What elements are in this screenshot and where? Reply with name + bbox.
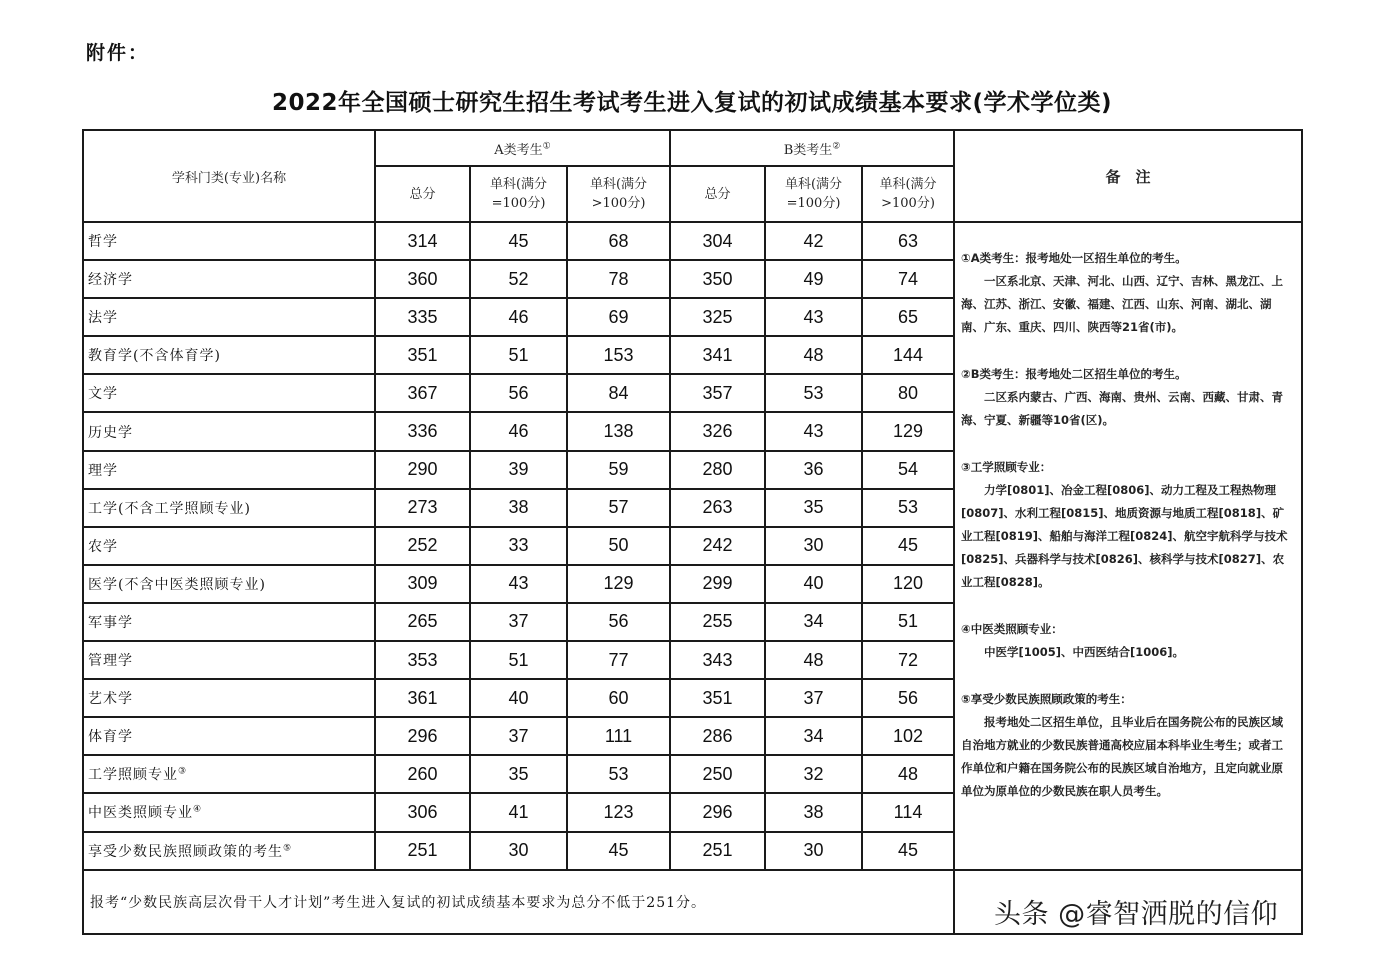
score-cell-a-sgt100: 111 bbox=[567, 717, 670, 755]
subject-name-text: 经济学 bbox=[88, 272, 133, 289]
header-b-single-gt100-line2: >100分) bbox=[881, 196, 935, 211]
score-cell-a-s100: 39 bbox=[470, 451, 567, 489]
score-cell-a-s100: 52 bbox=[470, 260, 567, 298]
subject-name bbox=[83, 222, 375, 260]
score-cell-b-s100: 40 bbox=[765, 565, 862, 603]
note-body: 一区系北京、天津、河北、山西、辽宁、吉林、黑龙江、上海、江苏、浙江、安徽、福建、江西、山东、河南、湖北、湖南、广东、重庆、四川、陕西等21省(市)。 bbox=[961, 274, 1284, 334]
score-cell-a-total: 335 bbox=[375, 298, 470, 336]
note-block bbox=[961, 618, 1293, 664]
score-cell-a-s100: 33 bbox=[470, 527, 567, 565]
score-cell-b-sgt100: 53 bbox=[862, 489, 954, 527]
score-cell-b-s100: 38 bbox=[765, 793, 862, 831]
subject-name bbox=[83, 565, 375, 603]
header-b-single-100-line1: 单科(满分 bbox=[784, 177, 843, 192]
score-cell-b-sgt100: 65 bbox=[862, 298, 954, 336]
page-title: 2022年全国硕士研究生招生考试考生进入复试的初试成绩基本要求(学术学位类) bbox=[271, 90, 1113, 116]
header-group-b-mark: ② bbox=[832, 141, 841, 152]
note-block bbox=[961, 456, 1293, 594]
header-b-single-100-line2: =100分) bbox=[786, 196, 841, 211]
score-cell-a-total: 260 bbox=[375, 755, 470, 793]
score-cell-a-total: 273 bbox=[375, 489, 470, 527]
score-cell-b-sgt100: 144 bbox=[862, 336, 954, 374]
score-cell-b-s100: 49 bbox=[765, 260, 862, 298]
score-cell-a-sgt100: 60 bbox=[567, 679, 670, 717]
score-cell-b-total: 299 bbox=[670, 565, 765, 603]
score-table bbox=[82, 129, 1303, 935]
subject-name bbox=[83, 755, 375, 793]
score-cell-a-s100: 56 bbox=[470, 374, 567, 412]
score-cell-b-sgt100: 51 bbox=[862, 603, 954, 641]
score-cell-b-total: 350 bbox=[670, 260, 765, 298]
header-a-single-100-line2: =100分) bbox=[491, 196, 546, 211]
score-cell-a-total: 367 bbox=[375, 374, 470, 412]
score-cell-b-s100: 43 bbox=[765, 298, 862, 336]
subject-name bbox=[83, 489, 375, 527]
header-a-single-100 bbox=[470, 166, 567, 222]
score-cell-b-total: 296 bbox=[670, 793, 765, 831]
score-cell-a-sgt100: 129 bbox=[567, 565, 670, 603]
notes-cell bbox=[954, 222, 1302, 870]
subject-footnote-mark: ⑤ bbox=[283, 842, 293, 853]
subject-name bbox=[83, 451, 375, 489]
subject-name bbox=[83, 641, 375, 679]
note-heading: ②B类考生：报考地处二区招生单位的考生。 bbox=[961, 367, 1187, 381]
score-cell-b-s100: 48 bbox=[765, 336, 862, 374]
score-cell-b-total: 341 bbox=[670, 336, 765, 374]
score-cell-b-sgt100: 56 bbox=[862, 679, 954, 717]
note-body: 中医学[1005]、中西医结合[1006]。 bbox=[984, 645, 1185, 659]
header-a-single-gt100 bbox=[567, 166, 670, 222]
score-cell-a-total: 361 bbox=[375, 679, 470, 717]
header-group-a-label: A类考生 bbox=[494, 142, 543, 158]
subject-name-text: 理学 bbox=[88, 462, 118, 479]
score-cell-b-s100: 43 bbox=[765, 412, 862, 450]
score-cell-a-total: 290 bbox=[375, 451, 470, 489]
note-block bbox=[961, 363, 1293, 432]
header-b-total: 总分 bbox=[670, 166, 765, 222]
score-cell-a-s100: 37 bbox=[470, 717, 567, 755]
score-cell-b-sgt100: 74 bbox=[862, 260, 954, 298]
footer-note: 报考“少数民族高层次骨干人才计划”考生进入复试的初试成绩基本要求为总分不低于251分。 bbox=[83, 870, 954, 934]
note-heading: ①A类考生：报考地处一区招生单位的考生。 bbox=[961, 251, 1187, 265]
subject-name bbox=[83, 298, 375, 336]
subject-name-text: 哲学 bbox=[88, 234, 118, 251]
score-cell-a-s100: 51 bbox=[470, 336, 567, 374]
score-cell-a-s100: 43 bbox=[470, 565, 567, 603]
header-a-single-100-line1: 单科(满分 bbox=[489, 177, 548, 192]
score-cell-a-sgt100: 78 bbox=[567, 260, 670, 298]
score-cell-b-s100: 36 bbox=[765, 451, 862, 489]
note-body: 二区系内蒙古、广西、海南、贵州、云南、西藏、甘肃、青海、宁夏、新疆等10省(区)。 bbox=[961, 390, 1284, 427]
score-cell-b-sgt100: 114 bbox=[862, 793, 954, 831]
subject-name-text: 医学(不含中医类照顾专业) bbox=[88, 576, 266, 593]
score-cell-b-s100: 35 bbox=[765, 489, 862, 527]
score-cell-a-s100: 46 bbox=[470, 412, 567, 450]
score-cell-b-sgt100: 72 bbox=[862, 641, 954, 679]
score-cell-a-sgt100: 84 bbox=[567, 374, 670, 412]
subject-name bbox=[83, 336, 375, 374]
note-block bbox=[961, 688, 1293, 803]
score-cell-a-sgt100: 153 bbox=[567, 336, 670, 374]
watermark: 头条 @睿智洒脱的信仰 bbox=[994, 899, 1279, 930]
subject-name bbox=[83, 412, 375, 450]
score-table-body bbox=[83, 222, 1302, 934]
score-cell-a-total: 296 bbox=[375, 717, 470, 755]
score-cell-a-s100: 37 bbox=[470, 603, 567, 641]
subject-name-text: 中医类照顾专业 bbox=[88, 805, 193, 822]
subject-name bbox=[83, 603, 375, 641]
score-cell-b-total: 304 bbox=[670, 222, 765, 260]
note-heading: ④中医类照顾专业： bbox=[961, 622, 1063, 636]
score-cell-b-total: 351 bbox=[670, 679, 765, 717]
score-cell-a-sgt100: 138 bbox=[567, 412, 670, 450]
score-cell-b-total: 325 bbox=[670, 298, 765, 336]
score-cell-a-sgt100: 68 bbox=[567, 222, 670, 260]
score-cell-a-s100: 40 bbox=[470, 679, 567, 717]
table-row bbox=[83, 222, 1302, 260]
subject-name-text: 工学照顾专业 bbox=[88, 767, 178, 784]
subject-name bbox=[83, 679, 375, 717]
score-cell-a-sgt100: 56 bbox=[567, 603, 670, 641]
header-a-total: 总分 bbox=[375, 166, 470, 222]
score-cell-b-sgt100: 102 bbox=[862, 717, 954, 755]
score-cell-b-total: 255 bbox=[670, 603, 765, 641]
header-a-single-gt100-line2: >100分) bbox=[591, 196, 646, 211]
score-cell-a-sgt100: 59 bbox=[567, 451, 670, 489]
score-cell-a-s100: 51 bbox=[470, 641, 567, 679]
score-table-container bbox=[82, 129, 1301, 922]
subject-name-text: 工学(不含工学照顾专业) bbox=[88, 500, 251, 517]
score-cell-a-total: 314 bbox=[375, 222, 470, 260]
score-cell-b-sgt100: 63 bbox=[862, 222, 954, 260]
subject-name-text: 军事学 bbox=[88, 614, 133, 631]
note-heading: ③工学照顾专业： bbox=[961, 460, 1052, 474]
score-cell-b-s100: 30 bbox=[765, 527, 862, 565]
subject-name-text: 体育学 bbox=[88, 729, 133, 746]
score-cell-a-total: 336 bbox=[375, 412, 470, 450]
note-heading: ⑤享受少数民族照顾政策的考生： bbox=[961, 692, 1132, 706]
score-cell-b-s100: 34 bbox=[765, 603, 862, 641]
subject-name-text: 文学 bbox=[88, 386, 118, 403]
score-cell-b-total: 242 bbox=[670, 527, 765, 565]
subject-footnote-mark: ③ bbox=[178, 766, 188, 777]
score-cell-b-sgt100: 54 bbox=[862, 451, 954, 489]
subject-name-text: 法学 bbox=[88, 310, 118, 327]
header-group-b bbox=[670, 130, 954, 166]
score-cell-a-total: 251 bbox=[375, 832, 470, 870]
subject-name-text: 农学 bbox=[88, 538, 118, 555]
score-cell-b-sgt100: 48 bbox=[862, 755, 954, 793]
score-cell-b-sgt100: 120 bbox=[862, 565, 954, 603]
score-cell-b-s100: 30 bbox=[765, 832, 862, 870]
subject-name bbox=[83, 527, 375, 565]
header-group-a bbox=[375, 130, 670, 166]
notes-content bbox=[955, 223, 1301, 803]
score-cell-b-total: 343 bbox=[670, 641, 765, 679]
score-cell-b-total: 250 bbox=[670, 755, 765, 793]
score-cell-a-s100: 45 bbox=[470, 222, 567, 260]
score-cell-b-total: 357 bbox=[670, 374, 765, 412]
score-cell-a-sgt100: 77 bbox=[567, 641, 670, 679]
score-cell-a-total: 353 bbox=[375, 641, 470, 679]
header-notes: 备 注 bbox=[954, 130, 1302, 222]
header-b-single-gt100 bbox=[862, 166, 954, 222]
header-b-single-gt100-line1: 单科(满分 bbox=[879, 177, 937, 192]
score-cell-a-sgt100: 50 bbox=[567, 527, 670, 565]
score-cell-a-sgt100: 57 bbox=[567, 489, 670, 527]
score-cell-b-total: 326 bbox=[670, 412, 765, 450]
score-cell-b-sgt100: 45 bbox=[862, 527, 954, 565]
subject-name bbox=[83, 793, 375, 831]
score-cell-b-total: 263 bbox=[670, 489, 765, 527]
score-cell-b-s100: 34 bbox=[765, 717, 862, 755]
score-cell-b-s100: 37 bbox=[765, 679, 862, 717]
score-cell-a-total: 309 bbox=[375, 565, 470, 603]
score-cell-a-total: 306 bbox=[375, 793, 470, 831]
score-cell-a-sgt100: 53 bbox=[567, 755, 670, 793]
subject-footnote-mark: ④ bbox=[193, 804, 203, 815]
header-group-a-mark: ① bbox=[542, 141, 551, 152]
subject-name bbox=[83, 260, 375, 298]
score-cell-a-total: 252 bbox=[375, 527, 470, 565]
score-cell-a-s100: 46 bbox=[470, 298, 567, 336]
subject-name bbox=[83, 374, 375, 412]
score-cell-b-sgt100: 129 bbox=[862, 412, 954, 450]
subject-name-text: 教育学(不含体育学) bbox=[88, 348, 221, 365]
score-cell-a-sgt100: 45 bbox=[567, 832, 670, 870]
header-group-b-label: B类考生 bbox=[783, 142, 833, 158]
score-cell-b-s100: 42 bbox=[765, 222, 862, 260]
score-cell-b-total: 280 bbox=[670, 451, 765, 489]
score-cell-b-s100: 32 bbox=[765, 755, 862, 793]
score-cell-a-s100: 38 bbox=[470, 489, 567, 527]
score-cell-b-s100: 53 bbox=[765, 374, 862, 412]
score-cell-b-sgt100: 45 bbox=[862, 832, 954, 870]
score-cell-b-total: 251 bbox=[670, 832, 765, 870]
score-cell-a-total: 351 bbox=[375, 336, 470, 374]
header-a-single-gt100-line1: 单科(满分 bbox=[589, 177, 648, 192]
score-cell-a-total: 360 bbox=[375, 260, 470, 298]
attachment-label: 附件： bbox=[86, 42, 150, 64]
subject-name-text: 艺术学 bbox=[88, 691, 133, 708]
header-subject: 学科门类(专业)名称 bbox=[83, 130, 375, 222]
subject-name-text: 享受少数民族照顾政策的考生 bbox=[88, 843, 283, 860]
score-cell-b-sgt100: 80 bbox=[862, 374, 954, 412]
header-b-single-100 bbox=[765, 166, 862, 222]
subject-name bbox=[83, 717, 375, 755]
note-block bbox=[961, 247, 1293, 339]
score-cell-b-total: 286 bbox=[670, 717, 765, 755]
subject-name bbox=[83, 832, 375, 870]
score-cell-b-s100: 48 bbox=[765, 641, 862, 679]
subject-name-text: 管理学 bbox=[88, 653, 133, 670]
note-body: 报考地处二区招生单位，且毕业后在国务院公布的民族区域自治地方就业的少数民族普通高校应届本科毕业生考生；或者工作单位和户籍在国务院公布的民族区域自治地方，且定向就业原单位为原单位的少数民族在职人员考生。 bbox=[961, 715, 1284, 798]
score-cell-a-s100: 35 bbox=[470, 755, 567, 793]
score-cell-a-s100: 41 bbox=[470, 793, 567, 831]
note-body: 力学[0801]、冶金工程[0806]、动力工程及工程热物理[0807]、水利工程[0815]、地质资源与地质工程[0818]、矿业工程[0819]、船舶与海洋工程[0824]、航空宇航科学与技术[0825]、兵器科学与技术[0826]、核科学与技术[0827]、农业工程[0828]。 bbox=[961, 483, 1288, 589]
subject-name-text: 历史学 bbox=[88, 424, 133, 441]
score-cell-a-sgt100: 69 bbox=[567, 298, 670, 336]
score-cell-a-sgt100: 123 bbox=[567, 793, 670, 831]
score-cell-a-s100: 30 bbox=[470, 832, 567, 870]
score-cell-a-total: 265 bbox=[375, 603, 470, 641]
